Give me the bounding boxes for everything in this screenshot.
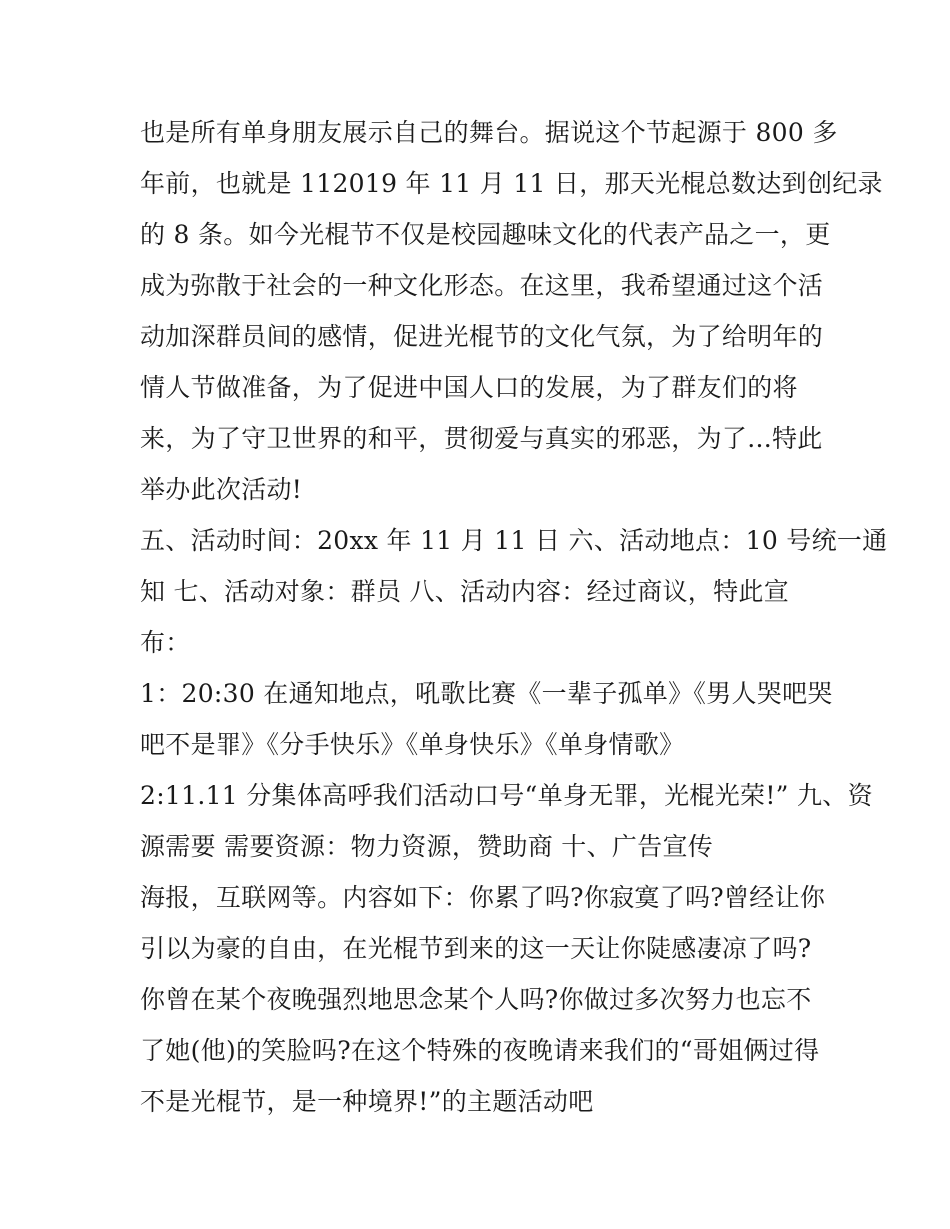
text-line-20: 不是光棍节，是一种境界!”的主题活动吧 xyxy=(140,1087,594,1116)
text-line-12: 1：20:30 在通知地点，吼歌比赛《一辈子孤单》《男人哭吧哭 xyxy=(140,679,833,708)
text-line-19: 了她(他)的笑脸吗?在这个特殊的夜晚请来我们的“哥姐俩过得 xyxy=(140,1036,820,1065)
text-line-14: 2:11.11 分集体高呼我们活动口号“单身无罪，光棍光荣!” 九、资 xyxy=(140,781,873,810)
text-line-3: 的 8 条。如今光棍节不仅是校园趣味文化的代表产品之一，更 xyxy=(140,220,831,249)
text-line-18: 你曾在某个夜晚强烈地思念某个人吗?你做过多次努力也忘不 xyxy=(140,985,812,1014)
text-line-10: 知 七、活动对象：群员 八、活动内容：经过商议，特此宣 xyxy=(140,577,789,606)
text-line-8: 举办此次活动! xyxy=(140,475,303,504)
text-line-15: 源需要 需要资源：物力资源，赞助商 十、广告宣传 xyxy=(140,832,714,861)
text-line-7: 来，为了守卫世界的和平，贯彻爱与真实的邪恶，为了...特此 xyxy=(140,424,823,453)
text-line-17: 引以为豪的自由，在光棍节到来的这一天让你陡感凄凉了吗? xyxy=(140,934,812,963)
text-line-2: 年前，也就是 112019 年 11 月 11 日，那天光棍总数达到创纪录 xyxy=(140,169,883,198)
text-line-16: 海报，互联网等。内容如下：你累了吗?你寂寞了吗?曾经让你 xyxy=(140,883,826,912)
text-line-13: 吧不是罪》《分手快乐》《单身快乐》《单身情歌》 xyxy=(140,730,685,759)
document-body xyxy=(140,107,888,1127)
text-line-11: 布： xyxy=(140,628,191,657)
text-line-4: 成为弥散于社会的一种文化形态。在这里，我希望通过这个活 xyxy=(140,271,824,300)
text-line-6: 情人节做准备，为了促进中国人口的发展，为了群友们的将 xyxy=(140,373,798,402)
text-line-1: 也是所有单身朋友展示自己的舞台。据说这个节起源于 800 多 xyxy=(140,118,838,147)
text-line-9: 五、活动时间：20xx 年 11 月 11 日 六、活动地点：10 号统一通 xyxy=(140,526,888,555)
text-line-5: 动加深群员间的感情，促进光棍节的文化气氛，为了给明年的 xyxy=(140,322,824,351)
